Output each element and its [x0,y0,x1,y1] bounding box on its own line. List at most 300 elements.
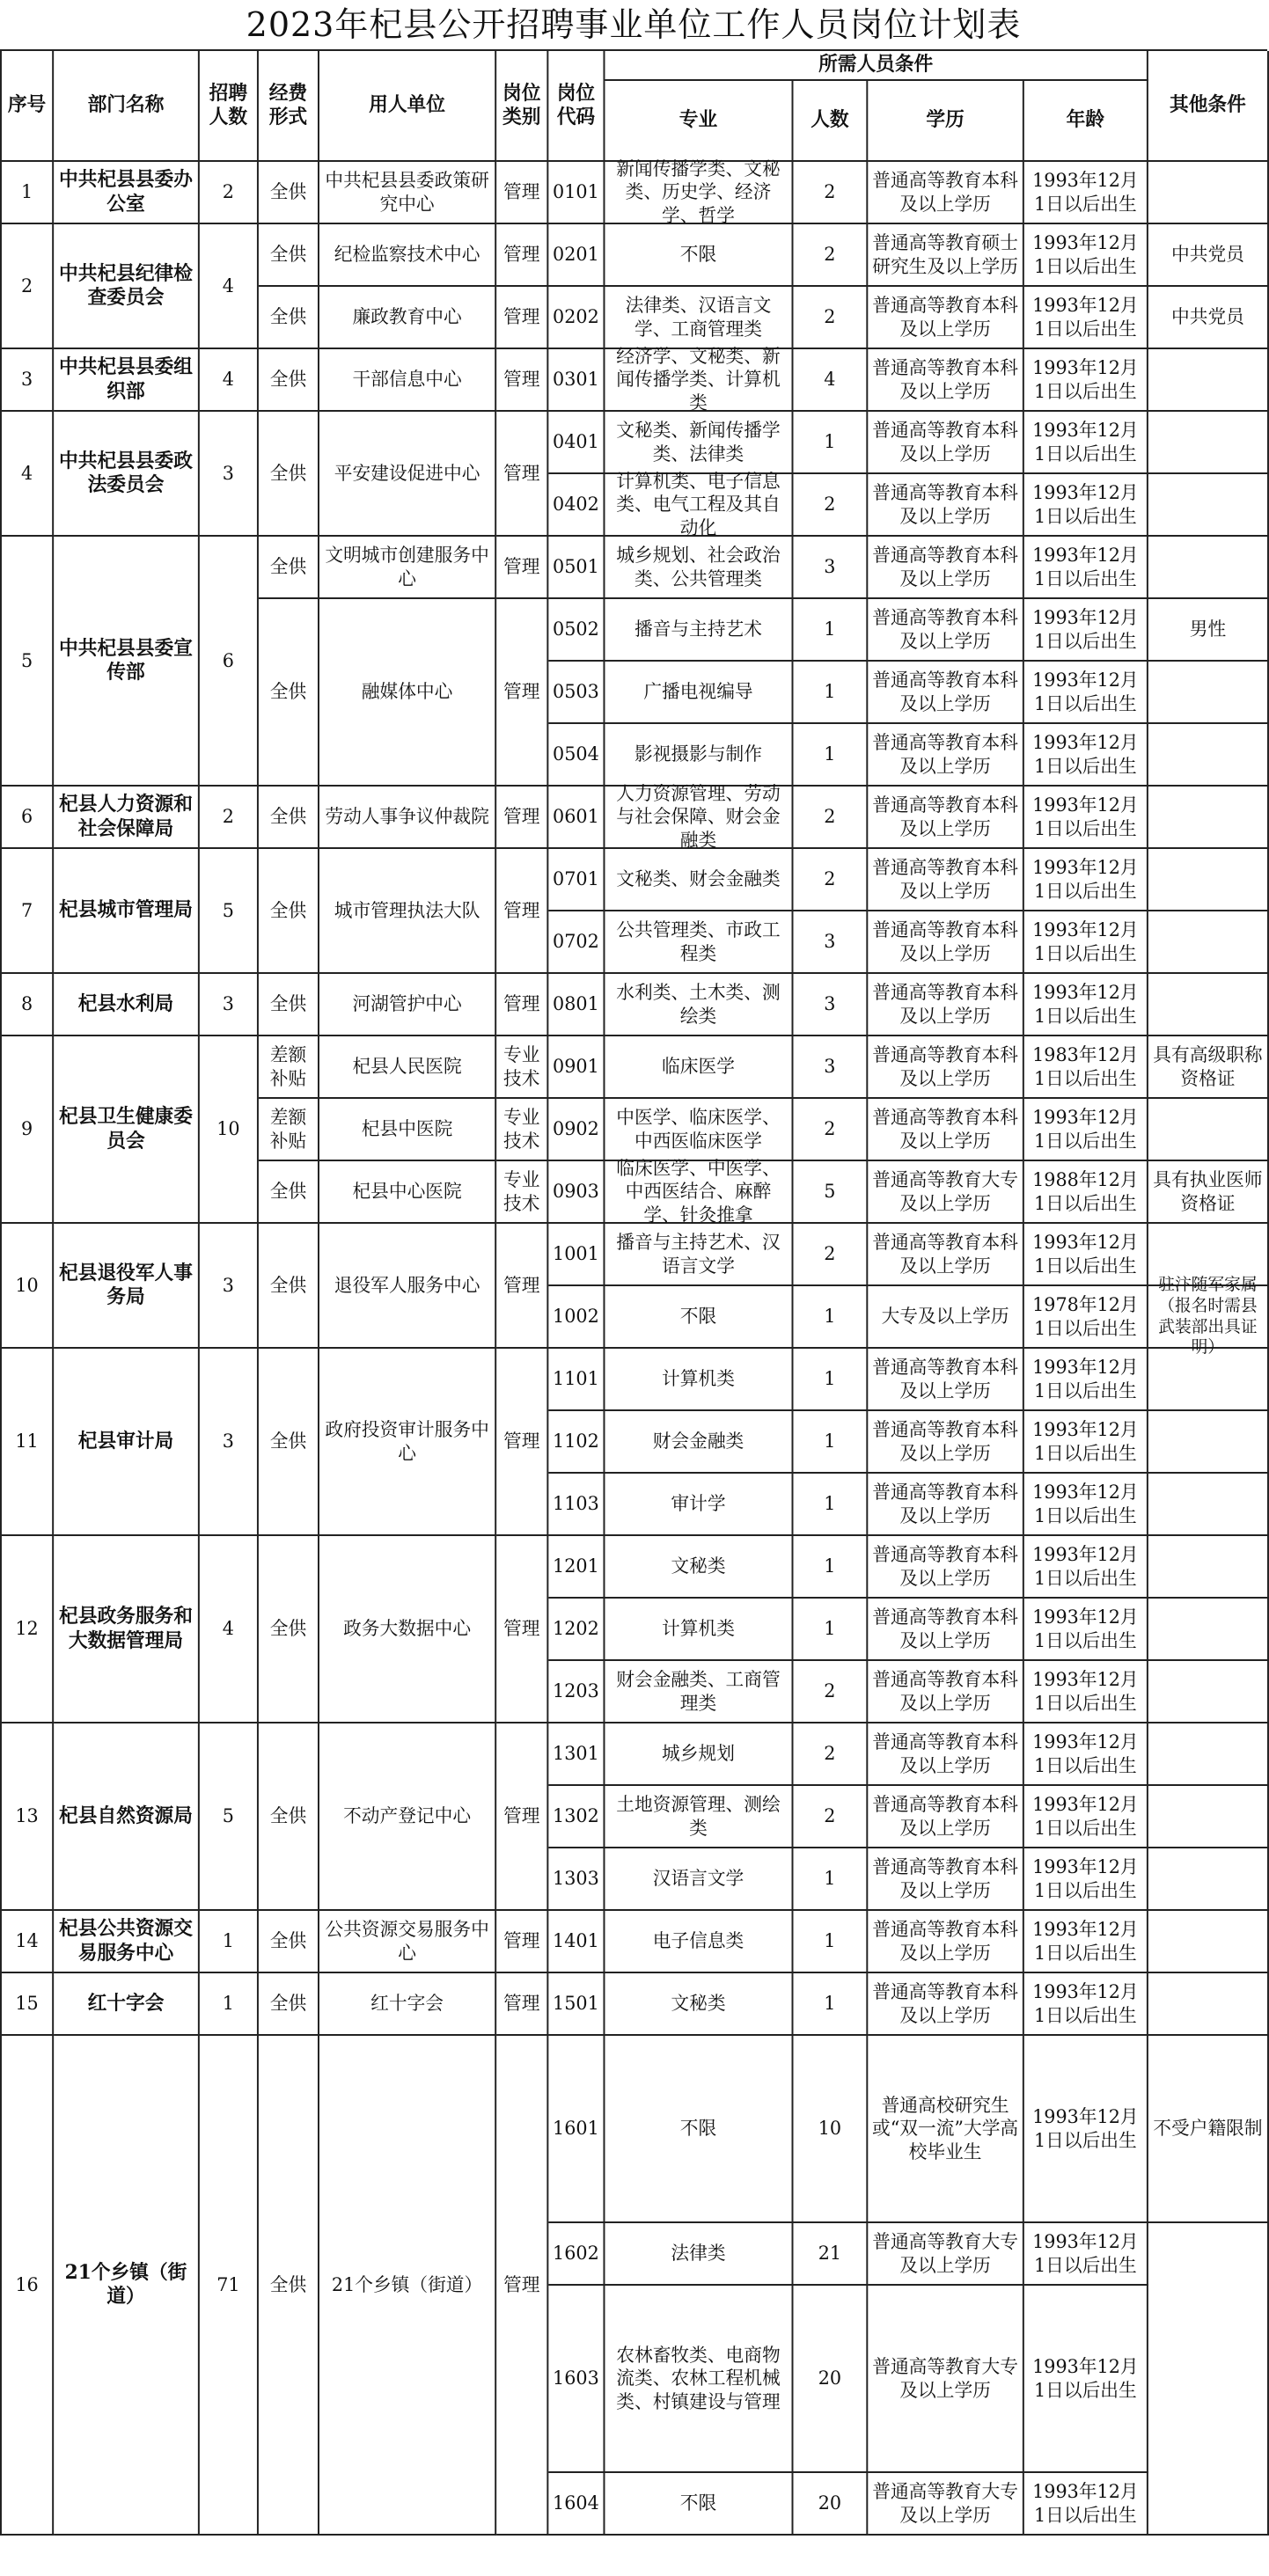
post-code: 0801 [548,974,605,1036]
required-age: 1993年12月1日以后出生 [1024,1099,1148,1161]
required-age: 1993年12月1日以后出生 [1024,474,1148,537]
post-code: 1103 [548,1474,605,1536]
required-age: 1993年12月1日以后出生 [1024,849,1148,911]
required-people: 1 [793,724,868,787]
post-code: 1301 [548,1723,605,1786]
required-age: 1993年12月1日以后出生 [1024,349,1148,412]
required-age: 1993年12月1日以后出生 [1024,1786,1148,1848]
funding-type: 全供 [259,1536,319,1723]
funding-type: 全供 [259,1224,319,1349]
other-conditions: 男性 [1148,599,1269,662]
required-major: 不限 [605,1286,793,1349]
required-age: 1993年12月1日以后出生 [1024,1973,1148,2036]
dept-count: 3 [200,1224,259,1349]
employer-unit: 杞县人民医院 [319,1036,496,1099]
post-code: 0101 [548,162,605,224]
other-conditions: 具有高级职称资格证 [1148,1036,1269,1099]
required-age: 1993年12月1日以后出生 [1024,1411,1148,1474]
post-category: 专业技术 [496,1036,548,1099]
required-major: 临床医学 [605,1036,793,1099]
required-education: 普通高等教育本科及以上学历 [868,599,1024,662]
required-education: 普通高等教育本科及以上学历 [868,1786,1024,1848]
dept-count: 3 [200,974,259,1036]
required-age: 1993年12月1日以后出生 [1024,974,1148,1036]
employer-unit: 政府投资审计服务中心 [319,1349,496,1536]
required-people: 1 [793,1286,868,1349]
dept-name: 杞县审计局 [54,1349,200,1536]
required-people: 1 [793,1911,868,1973]
employer-unit: 廉政教育中心 [319,287,496,349]
required-major: 电子信息类 [605,1911,793,1973]
post-category: 管理 [496,412,548,537]
post-category: 管理 [496,849,548,974]
employer-unit: 平安建设促进中心 [319,412,496,537]
dept-seq: 15 [2,1973,54,2036]
required-major: 不限 [605,224,793,287]
required-education: 普通高等教育本科及以上学历 [868,287,1024,349]
other-conditions [1148,537,1269,599]
required-age: 1993年12月1日以后出生 [1024,412,1148,474]
required-age: 1993年12月1日以后出生 [1024,1349,1148,1411]
funding-type: 全供 [259,537,319,599]
funding-type: 全供 [259,412,319,537]
funding-type: 全供 [259,349,319,412]
required-major: 水利类、土木类、测绘类 [605,974,793,1036]
dept-name: 杞县城市管理局 [54,849,200,974]
post-code: 0501 [548,537,605,599]
funding-type: 全供 [259,162,319,224]
employer-unit: 杞县中医院 [319,1099,496,1161]
required-people: 3 [793,537,868,599]
required-age: 1993年12月1日以后出生 [1024,224,1148,287]
other-conditions: 驻汴随军家属（报名时需县武装部出具证明） [1148,1286,1269,1349]
other-conditions [1148,974,1269,1036]
post-code: 1302 [548,1786,605,1848]
required-education: 普通高等教育本科及以上学历 [868,787,1024,849]
dept-count: 2 [200,787,259,849]
post-code: 0702 [548,911,605,974]
header-unit: 用人单位 [319,51,496,162]
required-major: 城乡规划、社会政治类、公共管理类 [605,537,793,599]
dept-seq: 16 [2,2036,54,2536]
post-code: 1604 [548,2473,605,2536]
dept-seq: 6 [2,787,54,849]
required-people: 1 [793,1474,868,1536]
required-education: 普通高等教育本科及以上学历 [868,1723,1024,1786]
funding-type: 全供 [259,1349,319,1536]
post-code: 0301 [548,349,605,412]
post-code: 0402 [548,474,605,537]
required-education: 普通高等教育本科及以上学历 [868,1848,1024,1911]
dept-seq: 9 [2,1036,54,1224]
required-people: 1 [793,1349,868,1411]
required-age: 1993年12月1日以后出生 [1024,724,1148,787]
post-category: 管理 [496,537,548,599]
other-conditions [1148,1848,1269,1911]
dept-seq: 12 [2,1536,54,1723]
required-age: 1993年12月1日以后出生 [1024,1911,1148,1973]
dept-count: 4 [200,1536,259,1723]
required-people: 2 [793,1723,868,1786]
post-code: 1202 [548,1599,605,1661]
required-people: 2 [793,1224,868,1286]
dept-count: 5 [200,849,259,974]
dept-count: 1 [200,1973,259,2036]
required-age: 1993年12月1日以后出生 [1024,537,1148,599]
dept-name: 中共杞县县委办公室 [54,162,200,224]
dept-count: 4 [200,224,259,349]
required-people: 5 [793,1161,868,1224]
required-age: 1993年12月1日以后出生 [1024,1848,1148,1911]
dept-name: 中共杞县县委宣传部 [54,537,200,787]
required-age: 1978年12月1日以后出生 [1024,1286,1148,1349]
required-major: 公共管理类、市政工程类 [605,911,793,974]
other-conditions [1148,162,1269,224]
post-category: 管理 [496,349,548,412]
other-conditions [1148,1411,1269,1474]
post-category: 管理 [496,1224,548,1349]
funding-type: 全供 [259,1161,319,1224]
funding-type: 全供 [259,1911,319,1973]
required-major: 文秘类、财会金融类 [605,849,793,911]
required-education: 普通高等教育本科及以上学历 [868,1349,1024,1411]
other-conditions [1148,787,1269,849]
required-people: 2 [793,1099,868,1161]
required-education: 普通高等教育本科及以上学历 [868,1599,1024,1661]
other-conditions [1148,1973,1269,2036]
post-category: 管理 [496,1723,548,1911]
dept-seq: 14 [2,1911,54,1973]
required-education: 普通高等教育本科及以上学历 [868,162,1024,224]
dept-seq: 10 [2,1224,54,1349]
funding-type: 全供 [259,2036,319,2536]
post-code: 1102 [548,1411,605,1474]
dept-name: 杞县人力资源和社会保障局 [54,787,200,849]
post-code: 1001 [548,1224,605,1286]
required-major: 文秘类 [605,1536,793,1599]
dept-seq: 2 [2,224,54,349]
post-code: 1501 [548,1973,605,2036]
required-people: 3 [793,911,868,974]
required-age: 1993年12月1日以后出生 [1024,2036,1148,2223]
required-education: 普通高等教育本科及以上学历 [868,1474,1024,1536]
dept-count: 3 [200,412,259,537]
post-category: 管理 [496,162,548,224]
employer-unit: 文明城市创建服务中心 [319,537,496,599]
required-major: 财会金融类、工商管理类 [605,1661,793,1723]
dept-count: 5 [200,1723,259,1911]
required-age: 1993年12月1日以后出生 [1024,787,1148,849]
dept-name: 中共杞县县委组织部 [54,349,200,412]
funding-type: 全供 [259,287,319,349]
required-people: 4 [793,349,868,412]
other-conditions [1148,1599,1269,1661]
required-major: 计算机类、电子信息类、电气工程及其自动化 [605,474,793,537]
dept-count: 1 [200,1911,259,1973]
employer-unit: 中共杞县县委政策研究中心 [319,162,496,224]
required-major: 影视摄影与制作 [605,724,793,787]
required-age: 1993年12月1日以后出生 [1024,2286,1148,2473]
required-age: 1993年12月1日以后出生 [1024,2473,1148,2536]
header-requirements-group: 所需人员条件 [605,51,1148,81]
post-code: 0901 [548,1036,605,1099]
recruitment-plan-table [0,49,1267,2536]
other-conditions [1148,1099,1269,1161]
header-education: 学历 [868,81,1024,162]
other-conditions: 不受户籍限制 [1148,2036,1269,2223]
required-major: 播音与主持艺术、汉语言文学 [605,1224,793,1286]
required-people: 3 [793,1036,868,1099]
required-major: 文秘类、新闻传播学类、法律类 [605,412,793,474]
dept-seq: 1 [2,162,54,224]
required-age: 1993年12月1日以后出生 [1024,1224,1148,1286]
dept-name: 中共杞县县委政法委员会 [54,412,200,537]
other-conditions [1148,1911,1269,1973]
funding-type: 全供 [259,974,319,1036]
required-education: 普通高等教育本科及以上学历 [868,1224,1024,1286]
post-code: 0701 [548,849,605,911]
required-education: 普通高等教育本科及以上学历 [868,1973,1024,2036]
required-education: 普通高校研究生或“双一流”大学高校毕业生 [868,2036,1024,2223]
post-code: 0903 [548,1161,605,1224]
other-conditions: 具有执业医师资格证 [1148,1161,1269,1224]
header-age: 年龄 [1024,81,1148,162]
dept-name: 杞县政务服务和大数据管理局 [54,1536,200,1723]
required-age: 1983年12月1日以后出生 [1024,1036,1148,1099]
required-people: 2 [793,287,868,349]
dept-count: 6 [200,537,259,787]
header-people: 人数 [793,81,868,162]
required-major: 土地资源管理、测绘类 [605,1786,793,1848]
required-major: 临床医学、中医学、中西医结合、麻醉学、针灸推拿 [605,1161,793,1224]
post-code: 0503 [548,662,605,724]
dept-count: 4 [200,349,259,412]
header-funding: 经费 形式 [259,51,319,162]
employer-unit: 杞县中心医院 [319,1161,496,1224]
employer-unit: 劳动人事争议仲裁院 [319,787,496,849]
header-other: 其他条件 [1148,51,1269,162]
dept-seq: 7 [2,849,54,974]
required-education: 普通高等教育硕士研究生及以上学历 [868,224,1024,287]
employer-unit: 不动产登记中心 [319,1723,496,1911]
required-education: 普通高等教育本科及以上学历 [868,911,1024,974]
required-people: 2 [793,1786,868,1848]
post-category: 专业技术 [496,1099,548,1161]
required-people: 1 [793,1848,868,1911]
post-category: 管理 [496,287,548,349]
other-conditions [1148,2223,1269,2536]
funding-type: 全供 [259,599,319,787]
header-dept: 部门名称 [54,51,200,162]
required-education: 普通高等教育本科及以上学历 [868,974,1024,1036]
required-education: 普通高等教育本科及以上学历 [868,849,1024,911]
post-code: 1201 [548,1536,605,1599]
required-major: 计算机类 [605,1599,793,1661]
required-education: 大专及以上学历 [868,1286,1024,1349]
required-people: 21 [793,2223,868,2286]
required-people: 1 [793,1973,868,2036]
post-code: 0401 [548,412,605,474]
dept-name: 中共杞县纪律检查委员会 [54,224,200,349]
employer-unit: 融媒体中心 [319,599,496,787]
required-education: 普通高等教育本科及以上学历 [868,1536,1024,1599]
required-major: 不限 [605,2473,793,2536]
header-category: 岗位 类别 [496,51,548,162]
required-education: 普通高等教育本科及以上学历 [868,724,1024,787]
required-age: 1993年12月1日以后出生 [1024,287,1148,349]
required-people: 2 [793,162,868,224]
employer-unit: 政务大数据中心 [319,1536,496,1723]
required-major: 汉语言文学 [605,1848,793,1911]
post-code: 1603 [548,2286,605,2473]
required-education: 普通高等教育本科及以上学历 [868,1036,1024,1099]
other-conditions [1148,849,1269,911]
dept-count: 71 [200,2036,259,2536]
other-conditions [1148,349,1269,412]
post-category: 管理 [496,599,548,787]
post-code: 1602 [548,2223,605,2286]
dept-name: 红十字会 [54,1973,200,2036]
other-conditions [1148,724,1269,787]
required-major: 审计学 [605,1474,793,1536]
required-people: 2 [793,224,868,287]
dept-seq: 8 [2,974,54,1036]
required-education: 普通高等教育大专及以上学历 [868,2286,1024,2473]
required-age: 1993年12月1日以后出生 [1024,1474,1148,1536]
other-conditions: 中共党员 [1148,287,1269,349]
required-major: 农林畜牧类、电商物流类、农林工程机械类、村镇建设与管理 [605,2286,793,2473]
dept-count: 2 [200,162,259,224]
funding-type: 差额补贴 [259,1036,319,1099]
required-age: 1988年12月1日以后出生 [1024,1161,1148,1224]
post-category: 管理 [496,1973,548,2036]
other-conditions: 中共党员 [1148,224,1269,287]
post-code: 0502 [548,599,605,662]
required-major: 人力资源管理、劳动与社会保障、财会金融类 [605,787,793,849]
employer-unit: 干部信息中心 [319,349,496,412]
required-age: 1993年12月1日以后出生 [1024,1599,1148,1661]
funding-type: 差额补贴 [259,1099,319,1161]
required-education: 普通高等教育大专及以上学历 [868,2223,1024,2286]
other-conditions [1148,662,1269,724]
required-people: 10 [793,2036,868,2223]
other-conditions [1148,1536,1269,1599]
dept-count: 3 [200,1349,259,1536]
required-age: 1993年12月1日以后出生 [1024,2223,1148,2286]
required-major: 新闻传播学类、文秘类、历史学、经济学、哲学 [605,162,793,224]
required-education: 普通高等教育本科及以上学历 [868,474,1024,537]
required-major: 城乡规划 [605,1723,793,1786]
post-code: 1002 [548,1286,605,1349]
required-people: 1 [793,662,868,724]
required-education: 普通高等教育大专及以上学历 [868,2473,1024,2536]
post-category: 管理 [496,787,548,849]
required-people: 3 [793,974,868,1036]
post-code: 0902 [548,1099,605,1161]
required-people: 2 [793,849,868,911]
required-people: 1 [793,599,868,662]
header-count: 招聘 人数 [200,51,259,162]
post-code: 0202 [548,287,605,349]
required-major: 播音与主持艺术 [605,599,793,662]
dept-name: 杞县自然资源局 [54,1723,200,1911]
dept-name: 杞县卫生健康委员会 [54,1036,200,1224]
required-major: 计算机类 [605,1349,793,1411]
other-conditions [1148,1786,1269,1848]
other-conditions [1148,474,1269,537]
required-education: 普通高等教育本科及以上学历 [868,1099,1024,1161]
other-conditions [1148,911,1269,974]
dept-seq: 13 [2,1723,54,1911]
employer-unit: 21个乡镇（街道） [319,2036,496,2536]
post-category: 管理 [496,224,548,287]
dept-seq: 5 [2,537,54,787]
employer-unit: 河湖管护中心 [319,974,496,1036]
employer-unit: 纪检监察技术中心 [319,224,496,287]
other-conditions [1148,1474,1269,1536]
funding-type: 全供 [259,1973,319,2036]
required-education: 普通高等教育本科及以上学历 [868,662,1024,724]
dept-name: 21个乡镇（街道） [54,2036,200,2536]
required-age: 1993年12月1日以后出生 [1024,1723,1148,1786]
post-category: 专业技术 [496,1161,548,1224]
required-people: 2 [793,1661,868,1723]
employer-unit: 退役军人服务中心 [319,1224,496,1349]
header-major: 专业 [605,81,793,162]
required-age: 1993年12月1日以后出生 [1024,662,1148,724]
required-age: 1993年12月1日以后出生 [1024,1536,1148,1599]
required-education: 普通高等教育本科及以上学历 [868,537,1024,599]
post-code: 0504 [548,724,605,787]
dept-seq: 3 [2,349,54,412]
required-major: 法律类、汉语言文学、工商管理类 [605,287,793,349]
required-education: 普通高等教育本科及以上学历 [868,1661,1024,1723]
required-people: 1 [793,1411,868,1474]
funding-type: 全供 [259,224,319,287]
required-age: 1993年12月1日以后出生 [1024,599,1148,662]
required-people: 2 [793,474,868,537]
required-people: 2 [793,787,868,849]
header-code: 岗位 代码 [548,51,605,162]
required-people: 1 [793,412,868,474]
required-major: 不限 [605,2036,793,2223]
other-conditions [1148,1349,1269,1411]
required-age: 1993年12月1日以后出生 [1024,911,1148,974]
post-code: 1101 [548,1349,605,1411]
funding-type: 全供 [259,1723,319,1911]
dept-seq: 4 [2,412,54,537]
post-code: 0201 [548,224,605,287]
post-code: 1401 [548,1911,605,1973]
employer-unit: 红十字会 [319,1973,496,2036]
required-education: 普通高等教育本科及以上学历 [868,1411,1024,1474]
post-category: 管理 [496,2036,548,2536]
required-people: 1 [793,1599,868,1661]
dept-count: 10 [200,1036,259,1224]
post-code: 1303 [548,1848,605,1911]
post-category: 管理 [496,974,548,1036]
required-major: 财会金融类 [605,1411,793,1474]
post-code: 0601 [548,787,605,849]
other-conditions [1148,1723,1269,1786]
post-code: 1601 [548,2036,605,2223]
required-education: 普通高等教育大专及以上学历 [868,1161,1024,1224]
required-major: 中医学、临床医学、中西医临床医学 [605,1099,793,1161]
post-category: 管理 [496,1536,548,1723]
document-title: 2023年杞县公开招聘事业单位工作人员岗位计划表 [246,5,1022,44]
other-conditions [1148,1661,1269,1723]
post-category: 管理 [496,1349,548,1536]
